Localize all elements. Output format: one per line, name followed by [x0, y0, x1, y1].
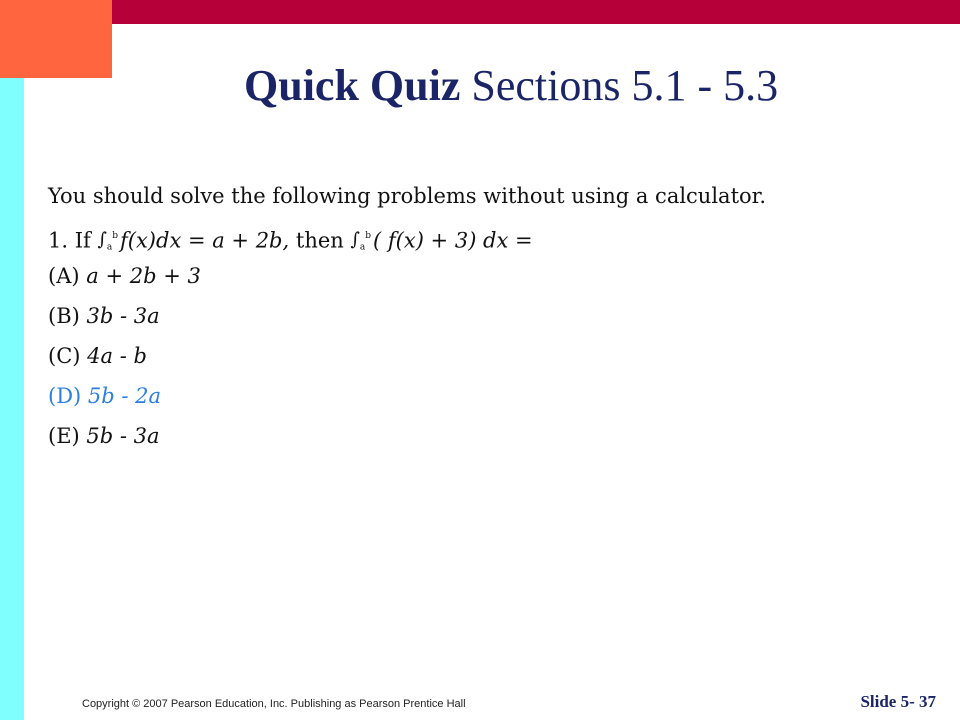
slide-number: Slide 5- 37	[860, 692, 936, 711]
instructions: You should solve the following problems without using a calculator.	[48, 184, 767, 208]
choice-b	[48, 296, 908, 336]
choice-expr: 3b - 3a	[86, 304, 160, 328]
title-rest: Sections 5.1 - 5.3	[471, 61, 779, 110]
question-given: f(x)dx = a + 2b,	[120, 228, 290, 253]
choice-label: (E)	[48, 424, 80, 448]
choice-e	[48, 416, 908, 456]
integral-symbol-icon: $\int_a^b$	[97, 229, 118, 253]
integral-symbol-icon: $\int_a^b$	[350, 229, 372, 253]
title-bold: Quick Quiz	[244, 61, 461, 110]
question-number: 1. If	[48, 228, 91, 253]
choice-a	[48, 256, 908, 296]
question-1	[48, 216, 908, 256]
question-find: ( f(x) + 3) dx =	[373, 228, 533, 253]
choice-label: (B)	[48, 304, 80, 328]
choice-d-correct	[48, 376, 908, 416]
choice-expr: 5b - 2a	[87, 384, 162, 408]
choice-c	[48, 336, 908, 376]
choice-label: (C)	[48, 344, 81, 368]
slide-title	[244, 60, 778, 111]
choice-expr: 5b - 3a	[86, 424, 160, 448]
choice-label: (D)	[48, 384, 82, 408]
choice-expr: a + 2b + 3	[86, 264, 201, 288]
left-accent-bar	[0, 78, 24, 720]
slide-content	[48, 176, 908, 456]
choice-label: (A)	[48, 264, 80, 288]
top-accent-bar	[112, 0, 960, 24]
question-then: then	[295, 228, 344, 253]
copyright-footer: Copyright © 2007 Pearson Education, Inc. Publishing as Pearson Prentice Hall	[82, 698, 466, 710]
corner-accent-block	[0, 0, 112, 78]
choice-expr: 4a - b	[87, 344, 147, 368]
